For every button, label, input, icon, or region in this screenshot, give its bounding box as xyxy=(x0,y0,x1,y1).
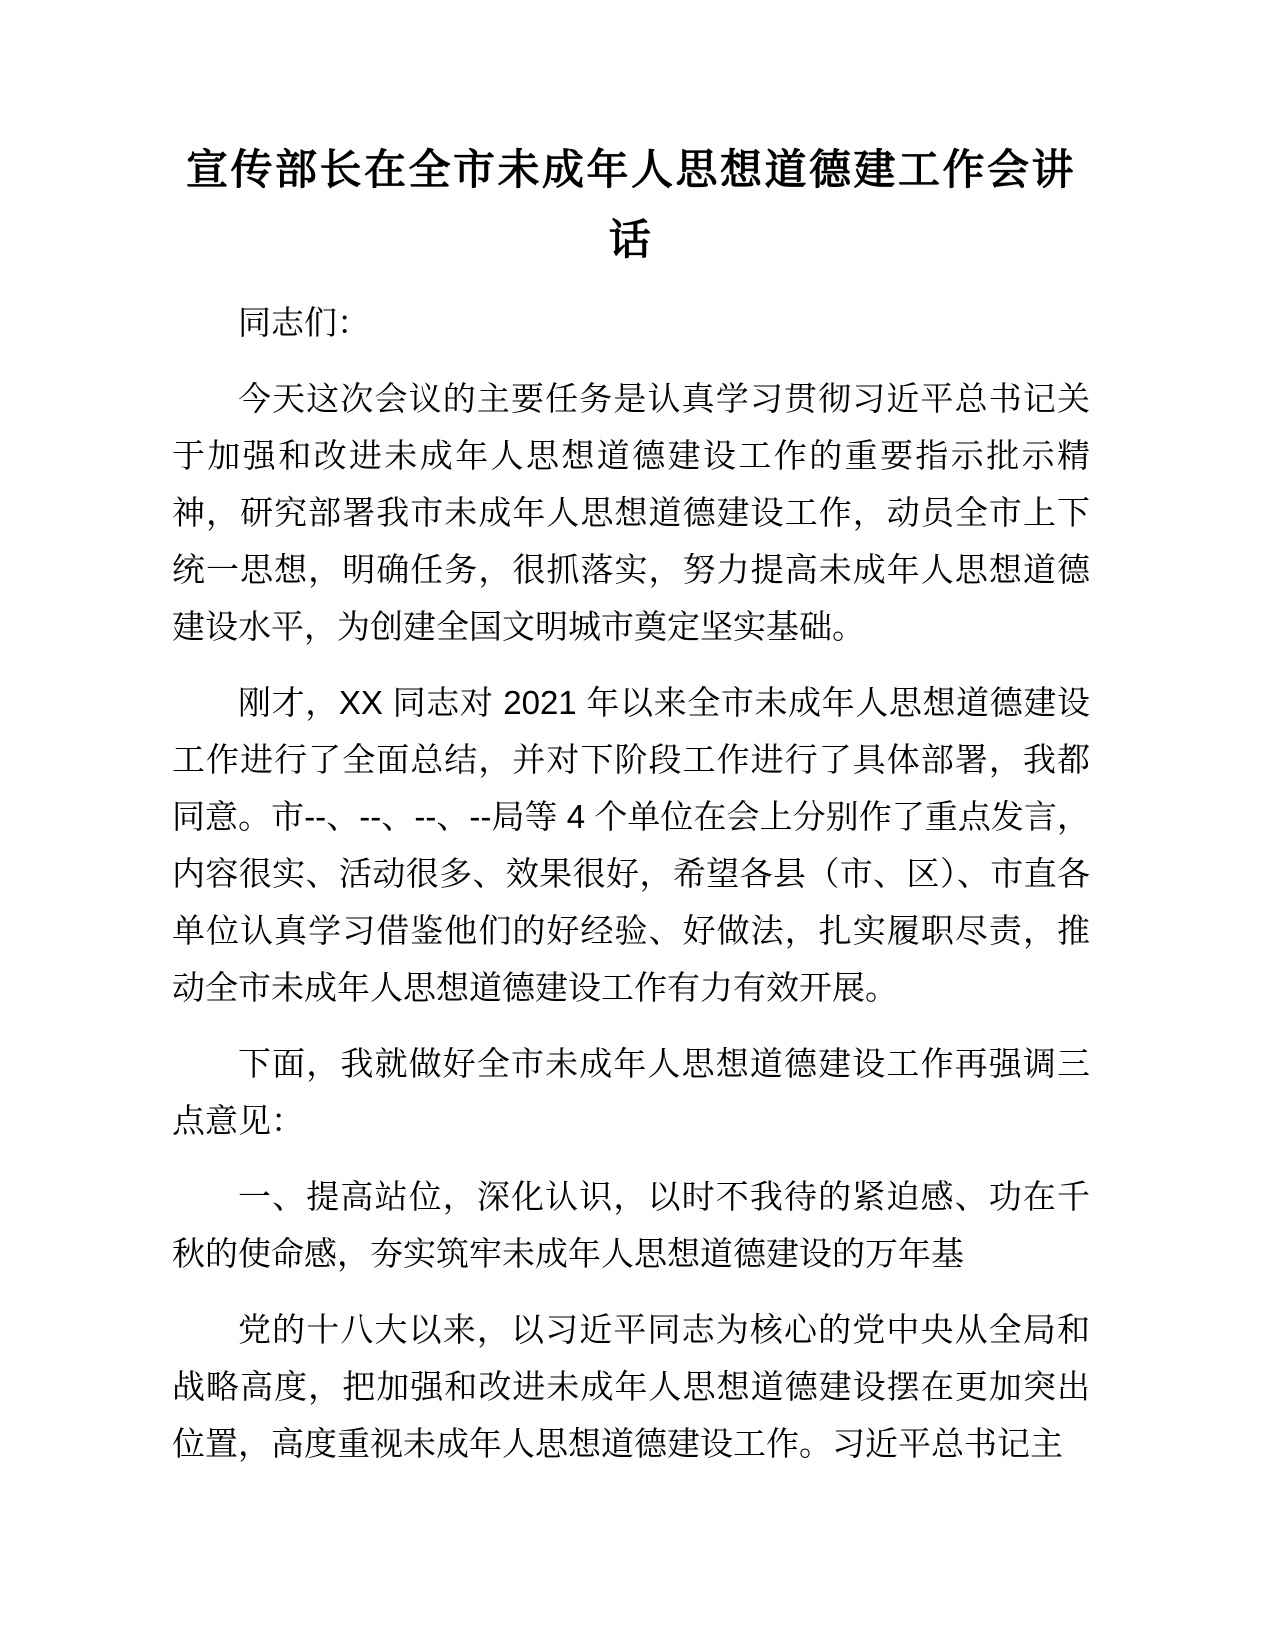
paragraph-party-congress: 党的十八大以来，以习近平同志为核心的党中央从全局和战略高度，把加强和改进未成年人思想道德建设摆在更加突出位置，高度重视未成年人思想道德建设工作。习近平总书记主 xyxy=(172,1311,1090,1462)
paragraph-meeting-task: 今天这次会议的主要任务是认真学习贯彻习近平总书记关于加强和改进未成年人思想道德建设工作的重要指示批示精神，研究部署我市未成年人思想道德建设工作，动员全市上下统一思想，明确任务，很抓落实，努力提高未成年人思想道德建设水平，为创建全国文明城市奠定坚实基础。 xyxy=(172,380,1090,645)
paragraph-summary-remarks: 刚才，XX 同志对 2021 年以来全市未成年人思想道德建设工作进行了全面总结，并对下阶段工作进行了具体部署，我都同意。市--、--、--、--局等 4 个单位在会上分别作了重点发言，内容很实、活动很多、效果很好，希望各县（市、区）、市直各单位认真学习借鉴他们的好经验、好做法，扎实履职尽责，推动全市未成年人思想道德建设工作有力有效开展。 xyxy=(172,684,1090,1006)
document-title: 宣传部长在全市未成年人思想道德建工作会讲话 xyxy=(185,146,1076,263)
paragraph-three-points-intro: 下面，我就做好全市未成年人思想道德建设工作再强调三点意见： xyxy=(172,1045,1090,1139)
paragraph-salutation: 同志们： xyxy=(238,304,370,341)
paragraph-point-one-heading: 一、提高站位，深化认识，以时不我待的紧迫感、功在千秋的使命感，夯实筑牢未成年人思想道德建设的万年基 xyxy=(172,1178,1090,1272)
